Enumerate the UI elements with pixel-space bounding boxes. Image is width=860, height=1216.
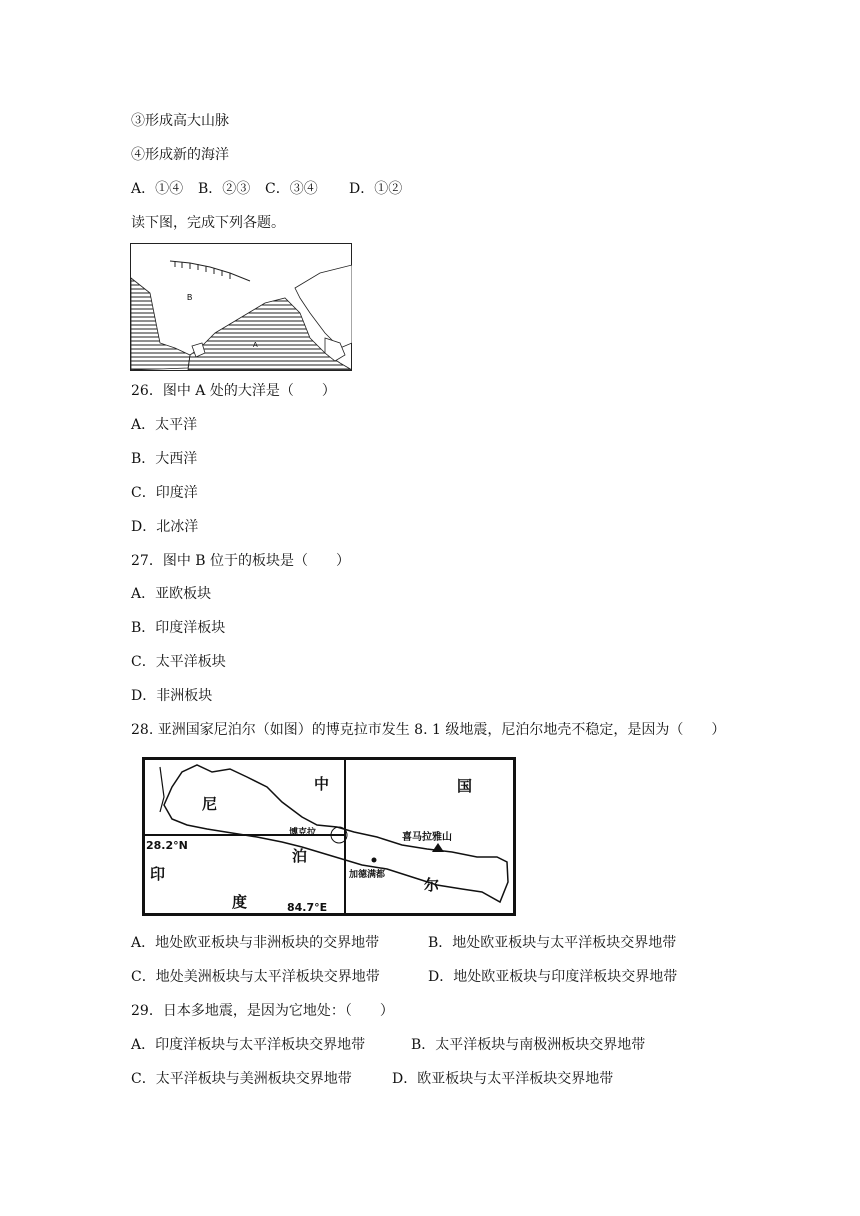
- statement-3: ③形成高大山脉: [131, 113, 229, 129]
- q28-stem: 28. 亚洲国家尼泊尔（如图）的博克拉市发生 8. 1 级地震，尼泊尔地壳不稳定，是因为（ ）: [131, 722, 726, 738]
- q29-option-c: C．太平洋板块与美洲板块交界地带: [131, 1071, 352, 1087]
- intro-text: 读下图，完成下列各题。: [131, 215, 285, 231]
- option-a: A．①④: [131, 181, 184, 197]
- label-po: 泊: [292, 847, 308, 865]
- q27-option-d: D．非洲板块: [131, 688, 213, 704]
- prev-options: [131, 180, 402, 198]
- q26-option-b: B．大西洋: [131, 451, 198, 467]
- lat-label: 28.2°N: [146, 839, 188, 852]
- q28-option-d: D．地处欧亚板块与印度洋板块交界地带: [428, 969, 678, 985]
- mountain-label: 喜马拉雅山: [402, 832, 452, 843]
- label-yin: 印: [150, 865, 166, 883]
- statement-4: ④形成新的海洋: [131, 147, 229, 163]
- q27-option-c: C．太平洋板块: [131, 654, 226, 670]
- q29-option-b: B．太平洋板块与南极洲板块交界地带: [411, 1037, 646, 1053]
- plate-map: [130, 243, 352, 371]
- nepal-map: [142, 757, 516, 916]
- label-er: 尔: [424, 876, 440, 894]
- q27-stem: 27．图中 B 位于的板块是（ ）: [131, 553, 351, 569]
- q26-option-d: D．北冰洋: [131, 519, 199, 535]
- label-zhong: 中: [314, 775, 330, 793]
- city-label: 博克拉: [289, 828, 317, 838]
- q27-option-a: A．亚欧板块: [131, 586, 212, 602]
- q28-option-a: A．地处欧亚板块与非洲板块的交界地带: [131, 935, 380, 951]
- q29-option-d: D．欧亚板块与太平洋板块交界地带: [392, 1071, 614, 1087]
- option-d: D．①②: [349, 181, 403, 197]
- lon-label: 84.7°E: [287, 901, 328, 914]
- label-guo: 国: [457, 777, 473, 795]
- capital-label: 加德满都: [349, 870, 386, 880]
- map-label-b: B: [187, 293, 193, 302]
- q29-stem: 29．日本多地震，是因为它地处：（ ）: [131, 1003, 394, 1019]
- option-c: C．③④: [265, 181, 318, 197]
- q26-option-a: A．太平洋: [131, 417, 198, 433]
- label-du: 度: [232, 893, 248, 911]
- q26-stem: 26．图中 A 处的大洋是（ ）: [131, 383, 336, 399]
- q28-option-c: C．地处美洲板块与太平洋板块交界地带: [131, 969, 380, 985]
- label-ni: 尼: [202, 795, 218, 813]
- option-b: B．②③: [198, 181, 251, 197]
- q27-option-b: B．印度洋板块: [131, 620, 226, 636]
- q28-option-b: B．地处欧亚板块与太平洋板块交界地带: [428, 935, 677, 951]
- q26-option-c: C．印度洋: [131, 485, 198, 501]
- map-label-a: A: [253, 342, 258, 349]
- q29-option-a: A．印度洋板块与太平洋板块交界地带: [131, 1037, 366, 1053]
